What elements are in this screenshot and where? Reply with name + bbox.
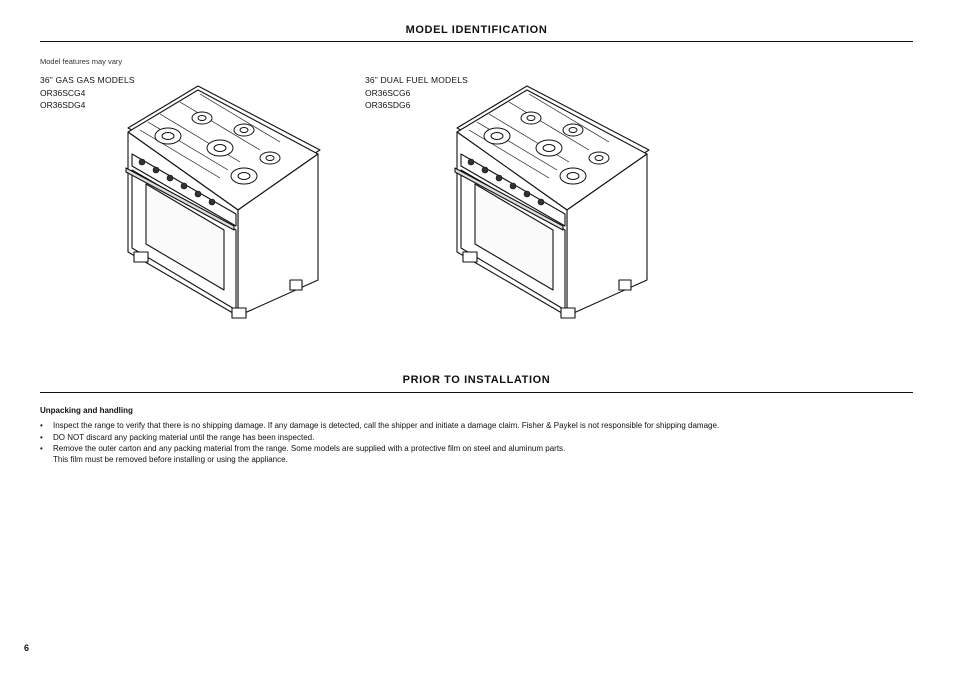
model-code: OR36SCG4 [40,88,86,98]
dual-fuel-range-illustration [449,84,651,324]
list-item-continuation: This film must be removed before installing or using the appliance. [53,455,288,464]
list-item [40,443,920,465]
section-title-prior-to-installation: PRIOR TO INSTALLATION [402,374,551,386]
unpacking-heading: Unpacking and handling [40,406,133,415]
list-item [40,432,920,443]
dual-fuel-models-heading: 36” DUAL FUEL MODELS [365,75,469,85]
unpacking-list [40,420,920,466]
bullet-symbol: • [40,421,43,430]
model-code: OR36SDG6 [365,100,411,110]
section-divider [40,41,913,42]
features-note: Model features may vary [40,57,123,66]
section-title-model-identification: MODEL IDENTIFICATION [405,24,548,36]
list-item-text: Remove the outer carton and any packing material from the range. Some models are supplied with a protective film on steel and aluminum parts. [53,444,566,453]
page-number: 6 [24,643,30,653]
gas-range-illustration [120,84,322,324]
bullet-symbol: • [40,432,43,442]
list-item-text: DO NOT discard any packing material until the range has been inspected. [53,432,315,442]
bullet-symbol: • [40,444,43,453]
section-divider [40,392,913,393]
list-item [40,420,920,431]
model-code: OR36SDG4 [40,100,86,110]
list-item-text: Inspect the range to verify that there is no shipping damage. If any damage is detected, call the shipper and initiate a damage claim. Fisher & Paykel is not responsible for shipping damage. [53,421,720,430]
model-code: OR36SCG6 [365,88,411,98]
gas-models-heading: 36” GAS GAS MODELS [40,75,135,85]
